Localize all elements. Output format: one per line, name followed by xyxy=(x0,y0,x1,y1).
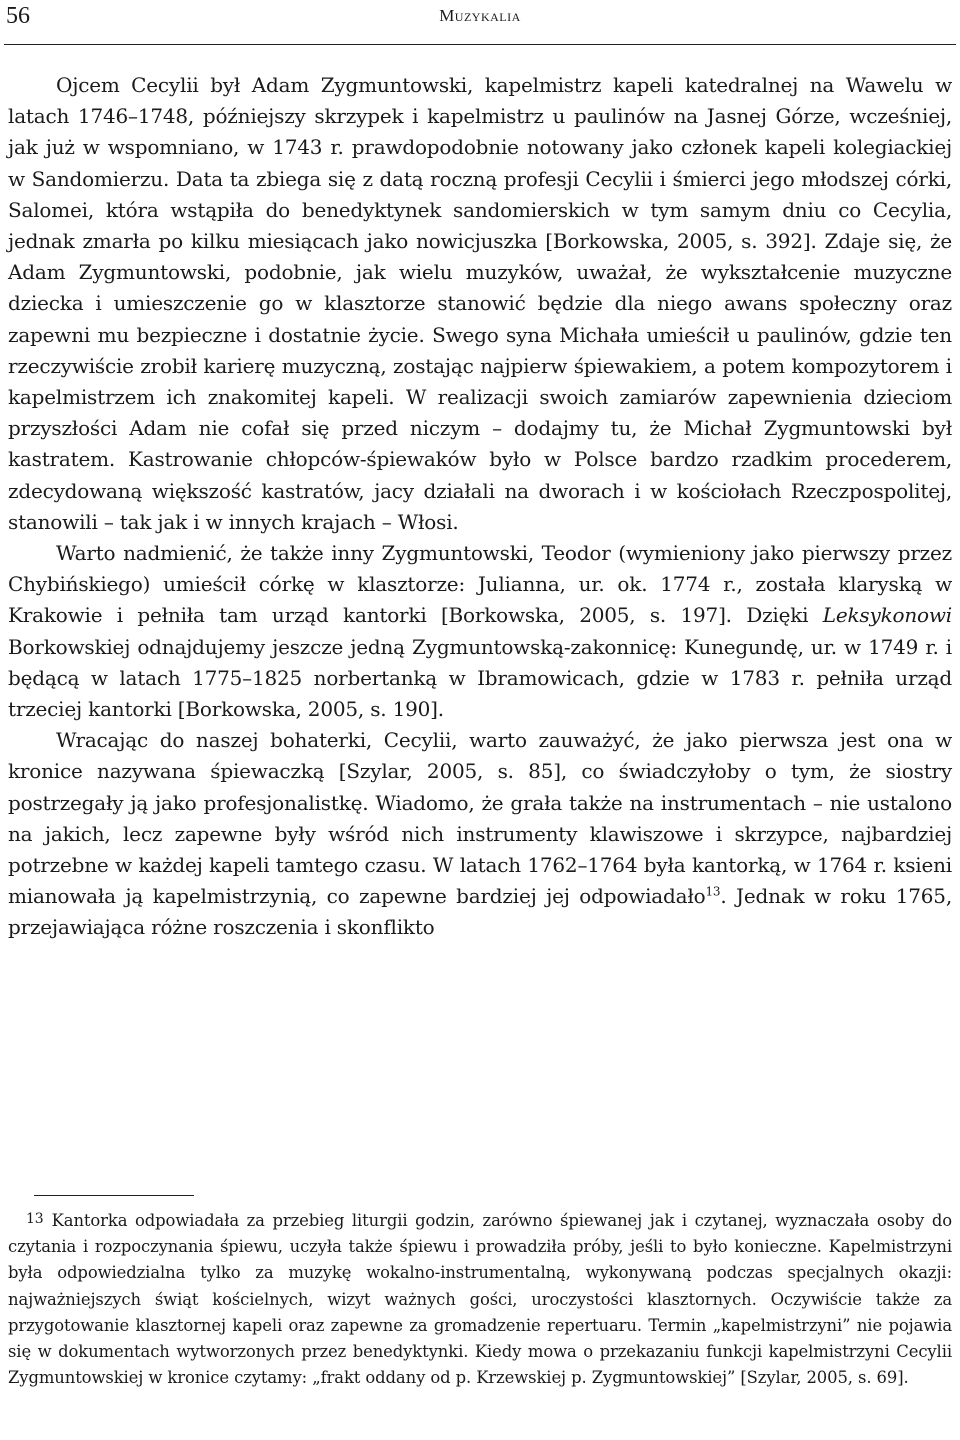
header-rule xyxy=(4,44,956,45)
paragraph-2-text-a: Warto nadmienić, że także inny Zygmuntowski, Teodor (wymieniony jako pierwszy przez Chybińskiego) umieścił córkę w klasztorze: Julianna, ur. ok. 1774 r., została klaryską w Krakowie i pełniła tam urząd kantorki [Borkowska, 2005, s. 197]. Dzięki xyxy=(8,541,952,628)
footnote-text: Kantorka odpowiadała za przebieg liturgii godzin, zarówno śpiewanej jak i czytanej, wyznaczała osoby do czytania i rozpoczynania śpiewu, uczyła także śpiewu i prowadziła próby, jeśli to było konieczne. Kapelmistrzyni była odpowiedzialna tylko za muzykę wokalno-instrumentalną, wykonywaną podczas specjalnych okazji: najważniejszych świąt kościelnych, wizyt ważnych gości, uroczystości klasztornych. Oczywiście także za przygotowanie klasztornej kapeli oraz zapewne za gromadzenie repertuaru. Termin „kapelmistrzyni” nie pojawia się w dokumentach wytworzonych przez benedyktynki. Kiedy mowa o przekazaniu funkcji kapelmistrzyni Cecylii Zygmuntowskiej w kronice czytamy: „frakt oddany od p. Krzewskiej p. Zygmuntowskiej” [Szylar, 2005, s. 69]. xyxy=(8,1211,952,1388)
running-head xyxy=(6,2,954,30)
body-text xyxy=(8,70,952,944)
page-number: 56 xyxy=(6,3,30,29)
footnote-reference: 13 xyxy=(705,884,721,899)
paragraph-1-text: Ojcem Cecylii był Adam Zygmuntowski, kapelmistrz kapeli katedralnej na Wawelu w latach 1746–1748, późniejszy skrzypek i kapelmistrz u paulinów na Jasnej Górze, wcześniej, jak już w wspomniano, w 1743 r. prawdopodobnie notowany jako członek kapeli kolegiackiej w Sandomierzu. Data ta zbiega się z datą roczną profesji Cecylii i śmierci jego młodszej córki, Salomei, która wstąpiła do benedyktynek sandomierskich w tym samym dniu co Cecylia, jednak zmarła po kilku miesiącach jako nowicjuszka [Borkowska, 2005, s. 392]. Zdaje się, że Adam Zygmuntowski, podobnie, jak wielu muzyków, uważał, że wykształcenie muzyczne dziecka i umieszczenie go w klasztorze stanowić będzie dla niego awans społeczny oraz zapewni mu bezpieczne i dostatnie życie. Swego syna Michała umieścił u paulinów, gdzie ten rzeczywiście zrobił karierę muzyczną, zostając najpierw śpiewakiem, a potem kompozytorem i kapelmistrzem ich znakomitej kapeli. W realizacji swoich zamiarów zapewnienia dzieciom przyszłości Adam nie cofał się przed niczym – dodajmy tu, że Michał Zygmuntowski był kastratem. Kastrowanie chłopców-śpiewaków było w Polsce bardzo rzadkim procederem, zdecydowaną większość kastratów, jacy działali na dworach i w kościołach Rzeczpospolitej, stanowili – tak jak i w innych krajach – Włosi. xyxy=(8,73,952,534)
italic-title-leksykon: Leksykonowi xyxy=(822,603,952,628)
footnote-rule xyxy=(34,1195,194,1196)
footnote xyxy=(8,1206,952,1391)
footnote-number: 13 xyxy=(26,1211,44,1227)
paragraph-3 xyxy=(8,725,952,943)
paragraph-1 xyxy=(8,70,952,538)
journal-title: Muzykalia xyxy=(439,6,521,25)
paragraph-3-text-a: Wracając do naszej bohaterki, Cecylii, warto zauważyć, że jako pierwsza jest ona w kronice nazywana śpiewaczką [Szylar, 2005, s. 85], co świadczyłoby o tym, że siostry postrzegały ją jako profesjonalistkę. Wiadomo, że grała także na instrumentach – nie ustalono na jakich, lecz zapewne były wśród nich instrumenty klawiszowe i skrzypce, najbardziej potrzebne w każdej kapeli tamtego czasu. W latach 1762–1764 była kantorką, w 1764 r. ksieni mianowała ją kapelmistrzynią, co zapewne bardziej jej odpowiadało xyxy=(8,728,952,909)
paragraph-2 xyxy=(8,538,952,725)
paragraph-2-text-b: Borkowskiej odnajdujemy jeszcze jedną Zygmuntowską-zakonnicę: Kunegundę, ur. w 1749 r. i będącą w latach 1775–1825 norbertanką w Ibramowicach, gdzie w 1783 r. pełniła urząd trzeciej kantorki [Borkowska, 2005, s. 190]. xyxy=(8,634,952,722)
paragraph-3-text-b: . Jednak w roku 1765, przejawiająca różne roszczenia i skonflikto xyxy=(8,884,952,940)
